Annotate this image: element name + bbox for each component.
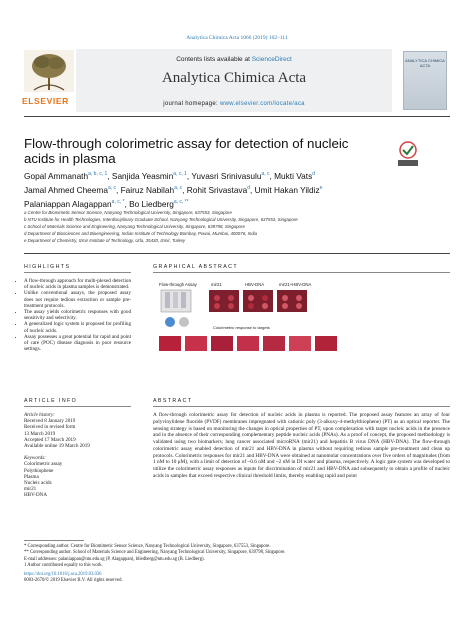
- flow-device-illustration: [161, 290, 191, 327]
- abstract-heading: ABSTRACT: [153, 398, 193, 404]
- affiliations-rule: [24, 253, 450, 254]
- history-item: Available online 19 March 2019: [24, 443, 90, 450]
- author-line-2: [24, 182, 424, 196]
- highlight-item: • Assay possesses a great potential for rapid and point of care (POC) disease diagnosis in poor resource settings.: [24, 334, 131, 353]
- ga-label-both: mir21+HBV-DNA: [279, 282, 312, 287]
- highlights-heading: HIGHLIGHTS: [24, 264, 71, 270]
- check-for-updates-icon[interactable]: [397, 141, 419, 167]
- contents-prefix: Contents lists available at: [176, 56, 252, 63]
- author-affiliation-marks[interactable]: a, c: [261, 171, 270, 177]
- author-affiliation-marks[interactable]: a, c, 1: [173, 171, 187, 177]
- copyright-line: 0003-2670/© 2019 Elsevier B.V. All rights reserved.: [24, 578, 123, 584]
- keyword: mir21: [24, 486, 37, 493]
- graphical-abstract-rule: [153, 272, 450, 273]
- sciencedirect-link[interactable]: ScienceDirect: [251, 56, 292, 63]
- author-name[interactable]: , Mukti Vats: [269, 170, 313, 181]
- doi-link[interactable]: https://doi.org/10.1016/j.aca.2019.03.036: [24, 572, 102, 578]
- ga-label-hbv: HBV-DNA: [245, 282, 265, 287]
- cover-title: ANALYTICA CHIMICA ACTA: [405, 58, 445, 68]
- journal-cover-thumbnail: [403, 51, 447, 110]
- highlight-item: • A flow-through approach for multi-plexed detection of nucleic acids in plasma samples is demonstrated.: [24, 278, 131, 290]
- author-affiliation-marks[interactable]: a, c, *: [111, 198, 125, 205]
- keyword: Plasma: [24, 473, 39, 480]
- author-line-1: [24, 168, 424, 182]
- affiliation-e: e Department of Chemistry, Izmir Institute of Technology, Urla, 35430, Izmir, Turkey: [24, 238, 186, 243]
- affiliation-b: b NTU Institute for Health Technologies, Interdisciplinary Graduate School, Nanyang Technological University, Singapore, 637553, Singapore: [24, 217, 298, 222]
- author-affiliation-marks[interactable]: a, c, **: [173, 198, 189, 205]
- history-title: Article history:: [24, 412, 55, 418]
- contents-line: [76, 56, 392, 63]
- journal-reference[interactable]: Analytica Chimica Acta 1066 (2019) 102–111: [186, 35, 288, 41]
- homepage-link[interactable]: www.elsevier.com/locate/aca: [219, 101, 305, 107]
- author-name[interactable]: , Sanjida Yeasmin: [107, 170, 174, 181]
- affiliation-c: c School of Materials Science and Engineering, Nanyang Technological University, Singapore, 639798, Singapore: [24, 224, 245, 229]
- footnote-emails: E-mail addresses: palaniappan@ntu.edu.sg (P. Alagappan), bliedberg@ntu.edu.sg (B. Liedberg).: [24, 556, 205, 562]
- author-affiliation-marks[interactable]: d: [247, 184, 250, 191]
- author-list: [24, 168, 424, 209]
- elsevier-tree-logo: [24, 50, 74, 92]
- author-name[interactable]: , Umit Hakan Yildiz: [249, 184, 320, 195]
- author-name[interactable]: Palaniappan Alagappan: [24, 198, 112, 209]
- history-item: 13 March 2019: [24, 430, 56, 437]
- keyword: Polythiophene: [24, 467, 54, 474]
- abstract-text: A flow-through colorimetric assay for detection of nucleic acids in plasma is reported. The proposed assay features an array of four polyvinylidene fluoride (PVDF) membranes impregnated with cationic poly (3-alkoxy-4-methylthiophene) (PT) as an optical reporter. The sensing strategy is based on monitoring the changes in optical properties of PT, upon complexation with target nucleic acids in the presence and in the absence of their corresponding complementary peptide nucleic acids (PNAs). As a proof of concept, the proposed methodology is validated using two biomarkers; lung cancer associated microRNA (mir21) and hepatitis B virus DNA (HBV-DNA). The flow-through colorimetric assay enabled detection of mir21 and HBV-DNA in plasma without requiring tedious sample pre-treatment and clean up protocols. Colorimetric responses for mir21 and HBV-DNA were obtained at nanomolar concentrations over five orders of magnitudes (from 1 nM to 10 μM), with a limit of detection of ~0.6 nM and ~2 nM in DI water and plasma, respectively. A logic gate system was developed to utilize the colorimetric assay responses as inputs for discrimination of mir21 and HBV-DNA and subsequently to obtain a profile of nucleic acids in samples that exceed respective clinical threshold limits, thereby enabling rapid and point: [153, 412, 450, 479]
- highlight-item: • The assay yields colorimetric responses with good sensitivity and selectivity.: [24, 309, 131, 321]
- history-item: Received in revised form: [24, 424, 76, 431]
- graphical-abstract-heading: GRAPHICAL ABSTRACT: [153, 264, 239, 270]
- footnote-equal-contribution: 1 Author contributed equally to this work.: [24, 562, 103, 568]
- publisher-name: ELSEVIER: [22, 96, 69, 106]
- keyword: Colorimetric assay: [24, 461, 63, 468]
- author-affiliation-marks[interactable]: a, b, c, 1: [88, 171, 108, 177]
- footnote-corresponding-2: ** Corresponding author. School of Materials Science and Engineering, Nanyang Technological University, Singapore, 639798, Singapore.: [24, 550, 286, 556]
- keywords-title: Keywords:: [24, 455, 46, 462]
- ga-bottom-label: Colorimetric response to targets: [213, 325, 270, 330]
- article-title: Flow-through colorimetric assay for detection of nucleic acids in plasma: [24, 136, 349, 166]
- author-name[interactable]: , Yuvasri Srinivasulu: [186, 170, 262, 181]
- article-info-heading: ARTICLE INFO: [24, 398, 78, 404]
- highlights-rule: [24, 272, 131, 273]
- footnote-rule: [24, 540, 84, 541]
- homepage-prefix: journal homepage:: [163, 101, 220, 107]
- author-name[interactable]: , Bo Liedberg: [124, 198, 174, 209]
- membrane-photo-panels: [209, 290, 307, 312]
- history-item: Received 8 January 2019: [24, 418, 76, 425]
- graphical-abstract-figure[interactable]: [153, 278, 449, 371]
- keyword: HBV-DNA: [24, 492, 48, 499]
- author-name[interactable]: , Fairuz Nabilah: [116, 184, 175, 195]
- ga-label-assay: Flow-through Assay: [159, 282, 197, 287]
- highlight-item: • Unlike conventional assays, the proposed assay does not require tedious extraction or sample pre-treatment protocols.: [24, 290, 131, 309]
- colorimetric-swatch-row: [159, 336, 337, 351]
- header-rule: [24, 116, 450, 117]
- ga-label-mir21: mir21: [211, 282, 222, 287]
- author-name[interactable]: , Rohit Srivastava: [182, 184, 248, 195]
- abstract-rule: [153, 406, 450, 407]
- journal-homepage: [76, 101, 392, 107]
- author-affiliation-marks[interactable]: a, c: [174, 184, 183, 191]
- author-name[interactable]: Gopal Ammanath: [24, 170, 89, 181]
- footnote-corresponding-1: * Corresponding author. Centre for Biomimetic Sensor Science, Nanyang Technological University, Singapore, 637553, Singapore.: [24, 544, 271, 549]
- footnotes: [24, 544, 454, 585]
- article-info-rule: [24, 406, 131, 407]
- author-line-3: [24, 196, 424, 210]
- keyword: Nucleic acids: [24, 480, 52, 487]
- highlights-list: [24, 278, 131, 352]
- author-affiliation-marks[interactable]: d: [312, 171, 316, 177]
- affiliation-d: d Department of Biosciences and Bioengineering, Indian Institute of Technology Bombay, Powai, Mumbai, 400076, India: [24, 231, 258, 236]
- highlight-item: • A generalized logic system is proposed for profiling of nucleic acids.: [24, 321, 131, 333]
- author-affiliation-marks[interactable]: a, c: [107, 184, 116, 191]
- author-affiliation-marks[interactable]: e: [319, 184, 323, 191]
- affiliation-a: a Centre for Biomimetic Sensor Science, Nanyang Technological University, Singapore, 637553, Singapore: [24, 210, 232, 215]
- author-name[interactable]: Jamal Ahmed Cheema: [24, 184, 108, 195]
- article-info-block: [24, 412, 129, 499]
- history-item: Accepted 17 March 2019: [24, 436, 76, 443]
- journal-name: Analytica Chimica Acta: [161, 70, 307, 86]
